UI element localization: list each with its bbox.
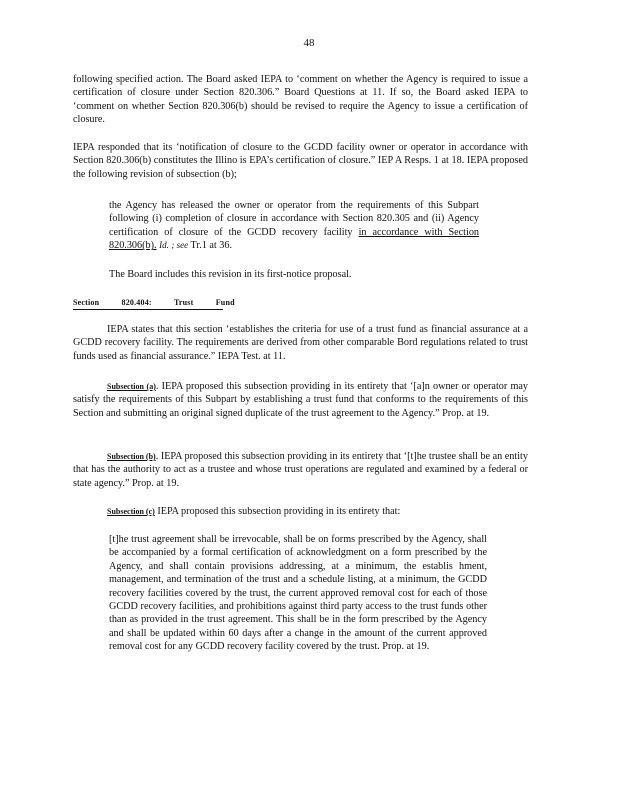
subsection-c-text: IEPA proposed this subsection providing in its entirety that:: [154, 506, 401, 517]
paragraph-text: IEPA states that this section ‘establishes the criteria for use of a trust fund as financial assurance at a GCDD recovery facility. The requirements are derived from other comparable Bord regulations related to trust funds used as financial assurance.” IEPA Test. at 11.: [73, 324, 528, 362]
section-title-word1: Trust: [173, 298, 194, 307]
page-number: 48: [303, 37, 315, 49]
paragraph-text: IEPA responded that its ‘notification of closure to the GCDD facility owner or operator in accordance with Section 820.306(b) constitutes the Illino is EPA’s certification of closure.” IEP A Resps. 1 at 18. IEPA proposed the following revision of subsection (b);: [73, 142, 528, 180]
block-quote-trust-agreement: [109, 533, 487, 654]
paragraph-subsection-a: [73, 380, 528, 420]
paragraph-board-includes: [109, 268, 479, 281]
paragraph-board-question: [73, 73, 528, 127]
paragraph-text: following specified action. The Board asked IEPA to ‘comment on whether the Agency is required to issue a certification of closure under Section 820.306.” Board Questions at 11. If so, the Board asked IEPA to ‘comment on whether Section 820.306(b) should be revised to require the Agency to issue a certification of closure.: [73, 74, 528, 126]
block-quote-revision: [109, 199, 479, 253]
paragraph-text: [73, 450, 528, 490]
subsection-b-label: Subsection (b): [107, 452, 156, 461]
section-title-word2: Fund: [215, 298, 235, 307]
subsection-b-text: . IEPA proposed this subsection providing in its entirety that ‘[t]he trustee shall be an entity that has the authority to act as a trustee and whose trust operations are regulated and examined by a federal or state agency.” Prop. at 19.: [73, 451, 528, 489]
quote-text: [t]he trust agreement shall be irrevocable, shall be on forms prescribed by the Agency, shall be accompanied by a formal certification of acknowledgment on a form prescribed by the Agency, and shall contain provisions addressing, at a minimum, the establis hment, management, and termination of the trust and a schedule listing, at a minimum, the GCDD recovery facilities covered by the trust, the current approved removal cost for each of those GCDD recovery facilities, and prohibitions against third party access to the trust funds other than as provided in the trust agreement. This shall be in the form prescribed by the Agency and shall be updated within 60 days after a change in the amount of the current approved removal cost for any GCDD recovery facility covered by the trust. Prop. at 19.: [109, 534, 487, 653]
paragraph-text: [73, 505, 528, 518]
paragraph-text: The Board includes this revision in its first-notice proposal.: [109, 269, 352, 280]
quote-underlined: in accordance with Section 820.306(b).: [109, 226, 480, 252]
quote-text: [109, 199, 479, 253]
paragraph-iepa-states: [73, 323, 528, 363]
paragraph-iepa-response: [73, 141, 528, 181]
quote-body: the Agency has released the owner or operator from the requirements of this Subpart following (i) completion of closure in accordance with Section 820.305 and (ii) Agency certification of closure of the GCDD recovery facility: [109, 200, 479, 238]
subsection-a-text: . IEPA proposed this subsection providing in its entirety that ‘[a]n owner or operator may satisfy the requirements of this Subpart by establishing a trust fund that conforms to the requirements of this Section and submitting an original signed duplicate of the trust agreement to the Agency.” Prop. at 19.: [73, 381, 528, 419]
paragraph-subsection-c: [73, 505, 528, 518]
section-label: Section: [73, 298, 100, 307]
paragraph-subsection-b: [73, 450, 528, 490]
paragraph-text: [73, 380, 528, 420]
subsection-a-label: Subsection (a): [107, 382, 156, 391]
heading-underline: [73, 309, 223, 310]
subsection-c-label: Subsection (c): [107, 507, 155, 516]
section-heading: [73, 298, 255, 307]
quote-cite-see: ; see: [171, 240, 189, 251]
section-number: 820.404:: [121, 298, 152, 307]
quote-cite-rest: Tr.1 at 36.: [190, 240, 233, 252]
quote-cite-id: Id.: [159, 240, 169, 251]
